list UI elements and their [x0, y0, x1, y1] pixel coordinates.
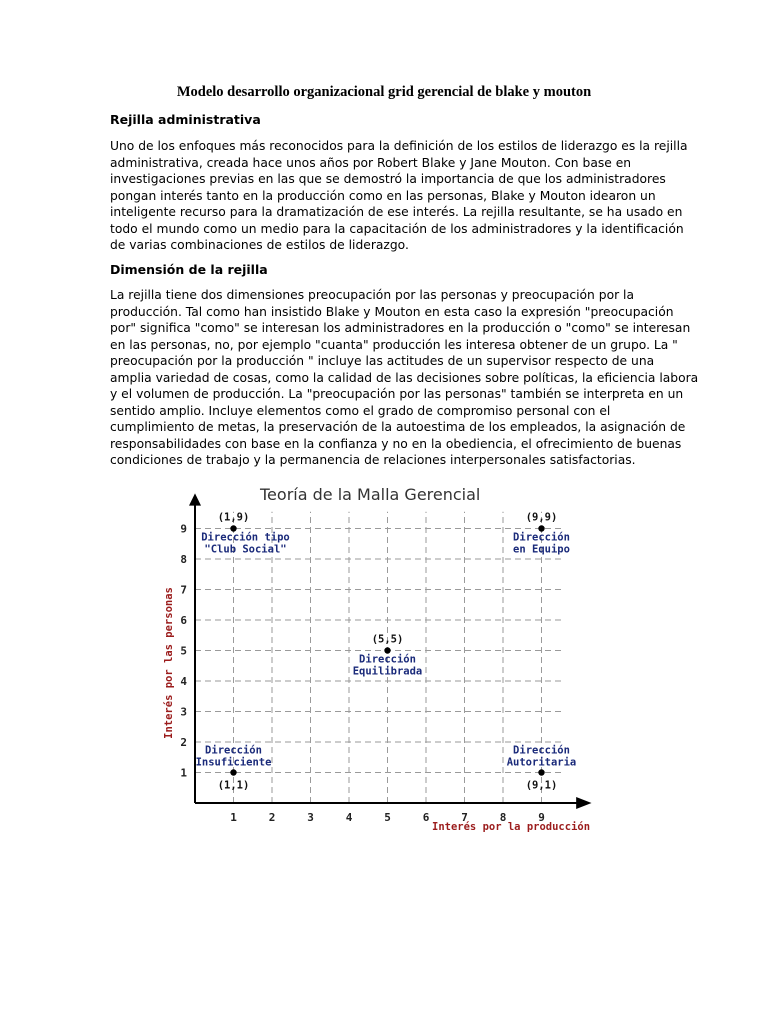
x-tick-label: 2 [268, 811, 276, 824]
x-axis-label: Interés por la producción [432, 821, 591, 833]
data-point-marker [538, 769, 544, 775]
y-tick-label: 2 [180, 736, 187, 749]
point-annotation-label: Dirección [513, 744, 570, 757]
y-tick-label: 7 [180, 583, 187, 597]
section-heading-rejilla: Rejilla administrativa [110, 112, 261, 127]
y-tick-label: 9 [180, 522, 187, 536]
x-tick-label: 3 [307, 811, 314, 824]
x-tick-label: 9 [538, 811, 545, 824]
paragraph-line: de varias combinaciones de estilos de liderazgo. [110, 238, 409, 252]
paragraph-line: producción. Tal como han insistido Blake y Mouton en esta caso la expresión "preocupación [110, 304, 674, 319]
x-tick-label: 4 [345, 811, 353, 824]
managerial-grid-chart [150, 478, 610, 838]
paragraph-line: cumplimiento de metas, la preservación de la autoestima de los empleados, la asignación de [110, 420, 686, 434]
paragraph-line: Uno de los enfoques más reconocidos para la definición de los estilos de liderazgo es la rejilla [110, 139, 688, 153]
point-coordinate-label: (9,1) [525, 779, 558, 792]
y-tick-label: 1 [180, 766, 187, 780]
data-point-marker [230, 769, 236, 775]
x-tick-label: 1 [230, 811, 237, 824]
y-tick-label: 8 [180, 553, 187, 566]
paragraph-line: administrativa, creada hace unos años por Robert Blake y Jane Mouton. Con base en [110, 155, 632, 170]
paragraph-line: preocupación por la producción " incluye las actitudes de un supervisor respecto de una [110, 354, 655, 368]
paragraph-line: por" significa "como" se interesan los administradores en la producción o "como" se interesan [110, 321, 691, 335]
paragraph-line: sentido amplio. Incluye elementos como el grado de compromiso personal con el [110, 403, 611, 418]
paragraph-line: todo el mundo como un medio para la capacitación de los administradores y la identificación [110, 221, 684, 236]
point-annotation-label: Insuficiente [195, 756, 272, 769]
x-tick-label: 8 [499, 811, 507, 824]
x-tick-label: 5 [384, 811, 391, 824]
point-coordinate-label: (1,1) [217, 779, 250, 792]
point-annotation-label: Equilibrada [352, 665, 423, 678]
section-heading-dimension: Dimensión de la rejilla [110, 262, 268, 277]
point-annotation-label: Dirección [513, 531, 570, 544]
paragraph-line: La rejilla tiene dos dimensiones preocupación por las personas y preocupación por la [110, 288, 635, 302]
point-coordinate-label: (5,5) [371, 633, 404, 646]
y-axis-arrow [189, 493, 201, 505]
paragraph-line: responsabilidades con base en la confianza y no en la obediencia, el ofrecimiento de buenas [110, 436, 682, 451]
point-coordinate-label: (9,9) [525, 511, 558, 524]
paragraph-line: amplia variedad de cosas, como la calidad de las decisiones sobre políticas, la eficiencia labora [110, 370, 699, 385]
paragraph-line: y el volumen de producción. La "preocupación por las personas" también se interpreta en un [110, 387, 684, 401]
document-title: Modelo desarrollo organizacional grid gerencial de blake y mouton [176, 84, 592, 100]
paragraph-line: investigaciones previas en las que se demostró la importancia de que los administradores [110, 172, 666, 186]
chart-title: Teoría de la Malla Gerencial [260, 485, 481, 504]
x-tick-label: 6 [422, 811, 430, 824]
y-tick-label: 3 [180, 705, 187, 719]
point-annotation-label: en Equipo [513, 543, 570, 556]
point-coordinate-label: (1,9) [217, 511, 250, 524]
paragraph-dimension-rejilla [110, 287, 699, 469]
x-axis-arrow [576, 797, 591, 809]
point-annotation-label: Autoritaria [506, 756, 577, 769]
paragraph-line: condiciones de trabajo y la permanencia de relaciones interpersonales satisfactorias. [110, 453, 636, 467]
y-tick-label: 5 [180, 644, 187, 658]
y-tick-label: 6 [180, 614, 187, 627]
paragraph-rejilla-administrativa [110, 138, 688, 254]
paragraph-line: en las personas, no, por ejemplo "cuanta" producción les interesa obtener de un grupo. La " [110, 337, 678, 352]
data-points [196, 512, 577, 792]
y-tick-label: 4 [180, 675, 187, 688]
paragraph-line: inteligente recurso para la dramatización de ese interés. La rejilla resultante, se ha usado en [110, 205, 683, 219]
y-axis-label: Interés por las personas [163, 587, 175, 739]
x-tick-label: 7 [461, 811, 468, 824]
point-annotation-label: Dirección [359, 653, 416, 666]
paragraph-line: pongan interés tanto en la producción como en las personas, Blake y Mouton idearon un [110, 188, 656, 203]
point-annotation-label: "Club Social" [204, 543, 287, 556]
point-annotation-label: Dirección tipo [201, 531, 290, 544]
point-annotation-label: Dirección [205, 744, 262, 757]
